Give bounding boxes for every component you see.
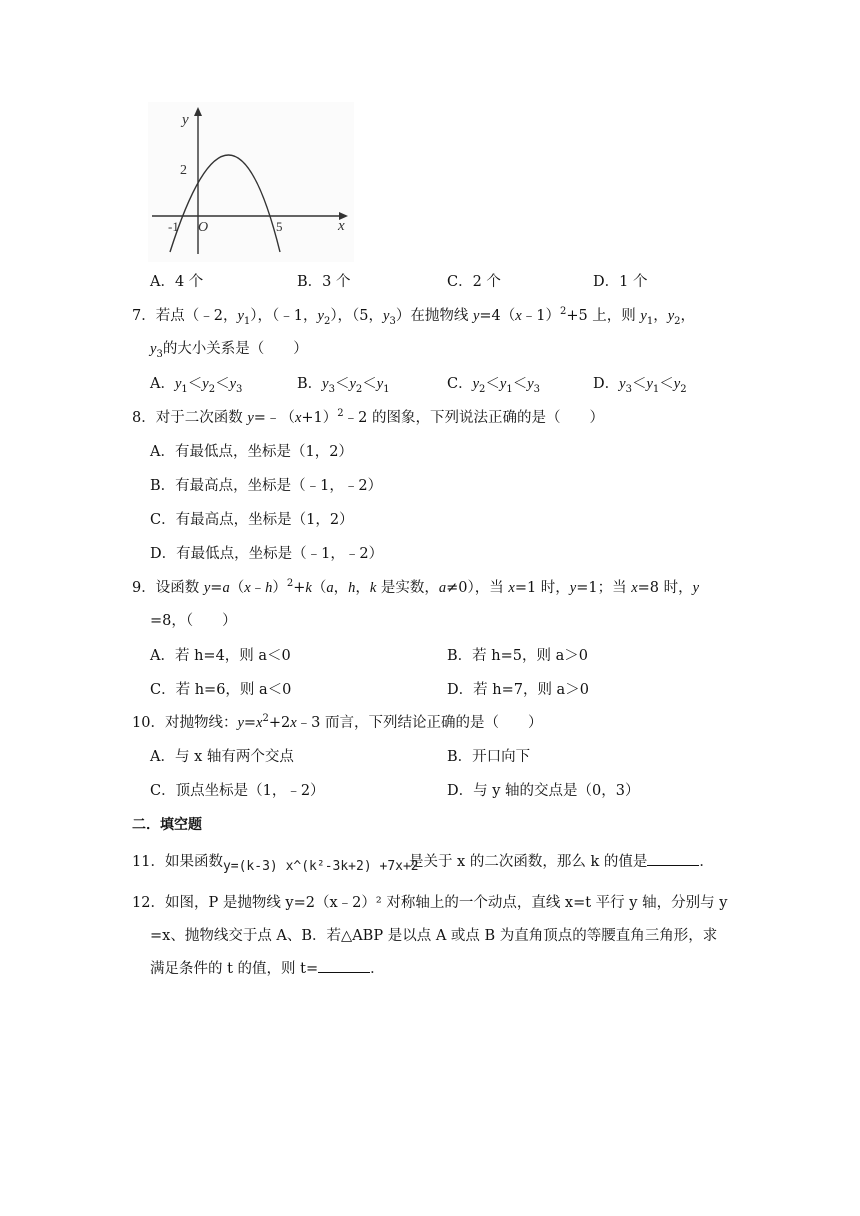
q11-formula-image: y=(k-3) x^(k²-3k+2) +7x+2 [222, 859, 419, 874]
q7-option-a: A．$y_1<y_2<y_3$ [150, 376, 243, 395]
q8-option-c: C．有最高点，坐标是（1，2） [150, 512, 354, 528]
q12-line1: 12．如图，P 是抛物线 y=2（x﹣2）² 对称轴上的一个动点，直线 x=t 平行 y 轴，分别与 y [132, 895, 728, 911]
graph-background [148, 102, 354, 262]
x-tick-left: -1 [168, 219, 179, 234]
section-title-fill-in: 二．填空题 [132, 817, 202, 833]
q9-option-d: D．若 h=7，则 a＞0 [447, 682, 589, 698]
q12-line2: =x、抛物线交于点 A、B．若△ABP 是以点 A 或点 B 为直角顶点的等腰直角三角形，求 [150, 928, 718, 944]
q10-stem: 10．对抛物线：$y=x^2+2x﹣3$ 而言，下列结论正确的是（ ） [132, 713, 543, 731]
q12-answer-blank[interactable] [318, 960, 370, 973]
q9-option-c: C．若 h=6，则 a＜0 [150, 682, 292, 698]
y-axis-label: y [182, 112, 189, 128]
q9-stem-line2: =8，（ ） [150, 613, 237, 629]
parabola-graph [148, 102, 354, 262]
q6-option-b: B．3 个 [297, 274, 351, 290]
q8-option-a: A．有最低点，坐标是（1，2） [150, 444, 353, 460]
q8-stem: 8．对于二次函数 $y=﹣(x+1)^2﹣2$ 的图象，下列说法正确的是（ ） [132, 408, 604, 426]
y-tick-label: 2 [180, 163, 187, 178]
q11-stem: 11．如果函数y=(k-3) x^(k²-3k+2) +7x+2是关于 x 的二次函数，那么 k 的值是 ． [132, 850, 714, 881]
q10-option-b: B．开口向下 [447, 749, 531, 765]
q6-option-d: D．1 个 [593, 274, 648, 290]
q8-option-b: B．有最高点，坐标是（﹣1，﹣2） [150, 478, 383, 494]
q7-option-b: B．$y_3<y_2<y_1$ [297, 376, 390, 395]
q6-option-a: A．4 个 [150, 274, 204, 290]
q12-line3: 满足条件的 t 的值，则 t= ． [150, 961, 385, 977]
q9-stem-line1: 9．设函数 y=a（x﹣h）$^2$+k（a，h，k 是实数，a≠0），当 x=1 时，y=1；当 x=8 时，y [132, 578, 700, 596]
q7-stem-line2: $y_3$的大小关系是（ ） [150, 341, 308, 360]
q10-option-d: D．与 y 轴的交点是（0，3） [447, 783, 640, 799]
origin-label: O [198, 220, 209, 235]
q7-option-d: D．$y_3<y_1<y_2$ [593, 376, 687, 395]
q7-option-c: C．$y_2<y_1<y_3$ [447, 376, 541, 395]
q9-option-a: A．若 h=4，则 a＜0 [150, 648, 291, 664]
q10-option-c: C．顶点坐标是（1，﹣2） [150, 783, 325, 799]
q11-answer-blank[interactable] [647, 853, 699, 866]
q7-stem-line1: 7．若点（﹣2，$y_1$），（﹣1，$y_2$），（5，$y_3$）在抛物线 y=4（x﹣1）$^2$+5 上，则 $y_1$，$y_2$， [132, 306, 696, 327]
x-tick-right: 5 [276, 219, 283, 234]
q8-option-d: D．有最低点，坐标是（﹣1，﹣2） [150, 546, 384, 562]
q6-option-c: C．2 个 [447, 274, 501, 290]
x-axis-label: x [338, 218, 345, 234]
q10-option-a: A．与 x 轴有两个交点 [150, 749, 294, 765]
q9-option-b: B．若 h=5，则 a＞0 [447, 648, 588, 664]
